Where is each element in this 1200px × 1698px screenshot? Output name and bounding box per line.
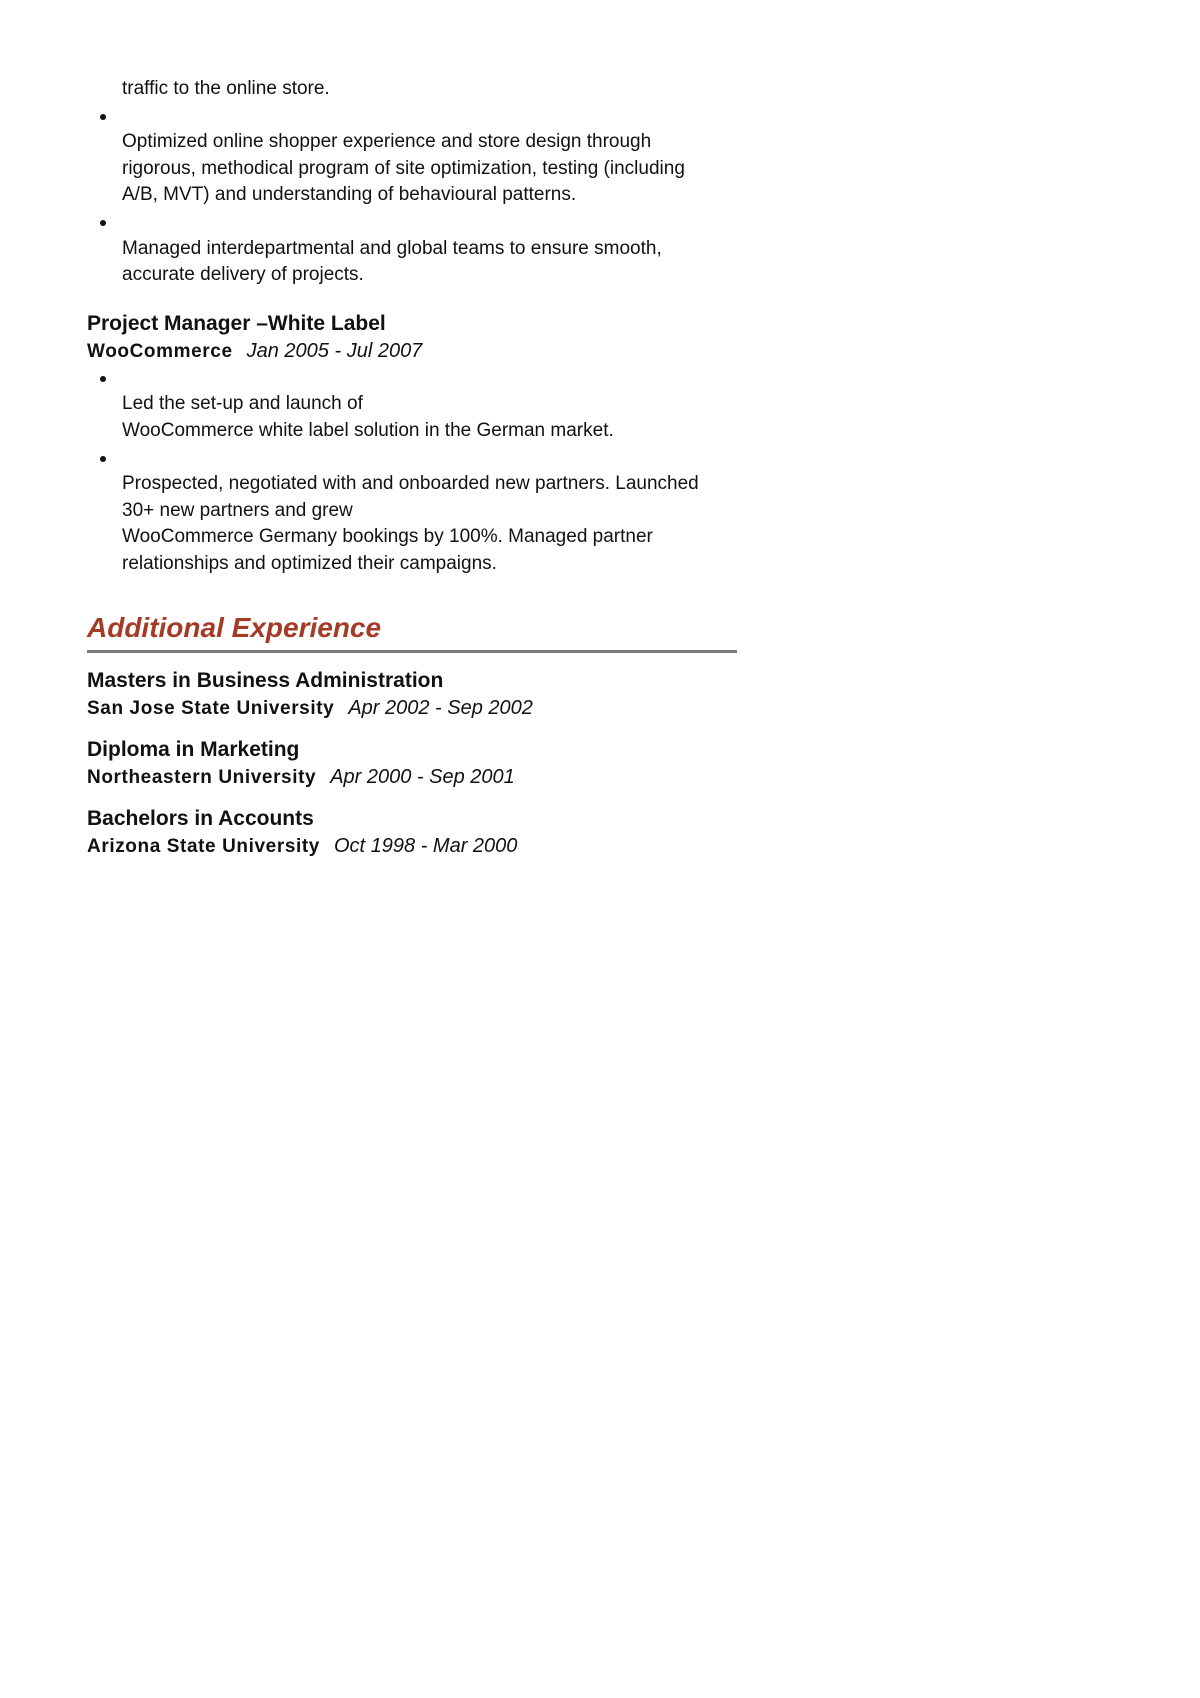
bullet-text: Optimized online shopper experience and store design through rigorous, methodical program of site optimization, testing (including A/B, MVT) and understanding of behavioural patterns. — [122, 131, 685, 206]
job-block — [87, 310, 737, 578]
list-item — [87, 209, 737, 289]
education-dates: Apr 2000 - Sep 2001 — [330, 765, 515, 788]
company-name: WooCommerce — [87, 340, 233, 362]
education-entry — [87, 805, 737, 860]
job-dates: Jan 2005 - Jul 2007 — [246, 339, 423, 362]
bullet-icon — [100, 220, 106, 226]
bullet-text: Managed interdepartmental and global teams to ensure smooth, accurate delivery of projects. — [122, 237, 662, 286]
school-name: San Jose State University — [87, 697, 335, 719]
job-org-line — [87, 338, 737, 365]
degree-title: Masters in Business Administration — [87, 668, 444, 692]
degree-title: Bachelors in Accounts — [87, 806, 314, 830]
bullet-icon — [100, 114, 106, 120]
section-heading: Additional Experience — [87, 610, 737, 653]
school-line — [87, 695, 737, 722]
list-item — [87, 103, 737, 209]
job-title: Project Manager –White Label — [87, 311, 386, 335]
bullet-icon — [100, 376, 106, 382]
list-item — [87, 445, 737, 578]
school-name: Northeastern University — [87, 766, 317, 788]
school-line — [87, 764, 737, 791]
education-entry — [87, 736, 737, 791]
resume-page — [87, 76, 737, 860]
degree-title: Diploma in Marketing — [87, 737, 300, 761]
prev-job-bullet-list — [87, 103, 737, 289]
bullet-icon — [100, 456, 106, 462]
school-name: Arizona State University — [87, 835, 320, 857]
education-dates: Apr 2002 - Sep 2002 — [348, 696, 533, 719]
continuation-text: traffic to the online store. — [122, 78, 330, 99]
list-item — [87, 365, 737, 445]
education-dates: Oct 1998 - Mar 2000 — [333, 834, 518, 857]
bullet-text: Prospected, negotiated with and onboarded new partners. Launched 30+ new partners and grew WooCommerce Germany bookings by 100%. Managed partner relationships and optimized their campaigns. — [122, 473, 699, 574]
education-entry — [87, 667, 737, 722]
job-bullet-list — [87, 365, 737, 578]
school-line — [87, 833, 737, 860]
bullet-text: Led the set-up and launch of WooCommerce white label solution in the German market. — [122, 393, 614, 441]
